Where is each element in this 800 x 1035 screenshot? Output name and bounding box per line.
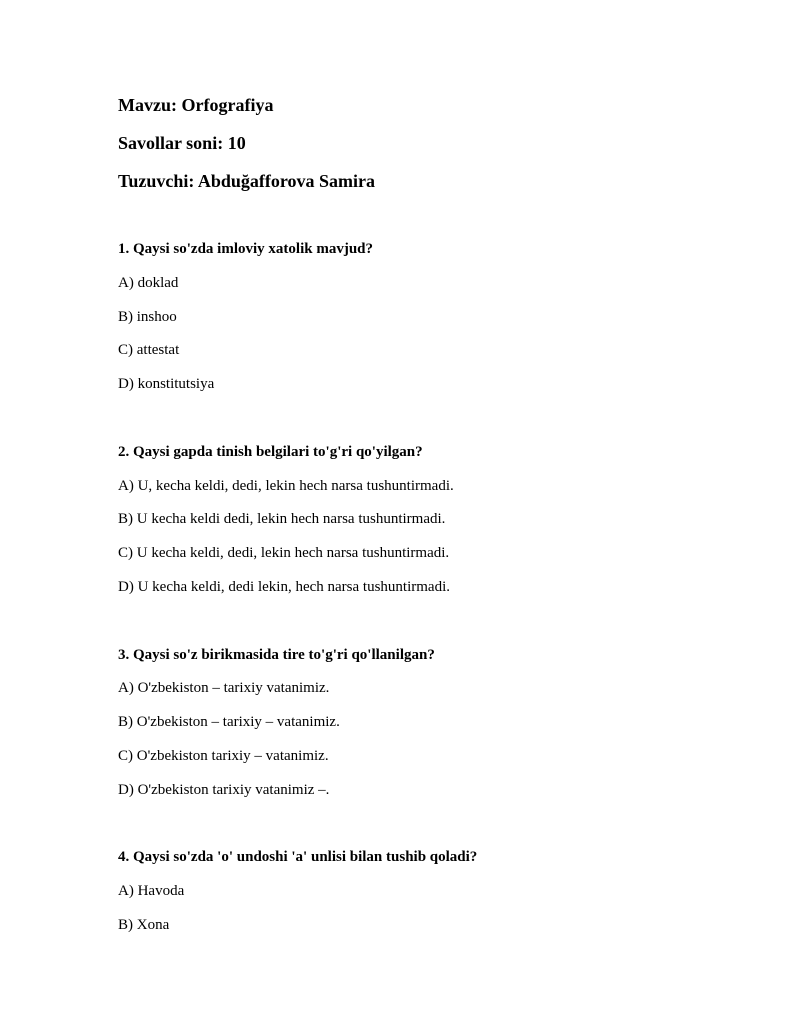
- question-2-option-c: C) U kecha keldi, dedi, lekin hech narsa tushuntirmadi.: [118, 545, 450, 561]
- author-heading: Tuzuvchi: Abduğafforova Samira: [118, 171, 376, 191]
- question-3-option-d: D) O'zbekiston tarixiy vatanimiz –.: [118, 782, 330, 798]
- question-4-option-a: A) Havoda: [118, 883, 185, 899]
- question-2-option-a: A) U, kecha keldi, dedi, lekin hech narsa tushuntirmadi.: [118, 478, 454, 494]
- question-4-option-b: B) Xona: [118, 917, 170, 933]
- question-3-option-a: A) O'zbekiston – tarixiy vatanimiz.: [118, 680, 330, 696]
- question-3-text: 3. Qaysi so'z birikmasida tire to'g'ri qo'llanilgan?: [118, 647, 435, 663]
- topic-heading: Mavzu: Orfografiya: [118, 95, 274, 115]
- question-1-text: 1. Qaysi so'zda imloviy xatolik mavjud?: [118, 241, 374, 257]
- question-2-option-b: B) U kecha keldi dedi, lekin hech narsa tushuntirmadi.: [118, 511, 446, 527]
- question-1-option-b: B) inshoo: [118, 309, 177, 325]
- question-1-option-d: D) konstitutsiya: [118, 376, 215, 392]
- question-1-option-a: A) doklad: [118, 275, 179, 291]
- question-4-text: 4. Qaysi so'zda 'o' undoshi 'a' unlisi bilan tushib qoladi?: [118, 849, 478, 865]
- question-3-option-b: B) O'zbekiston – tarixiy – vatanimiz.: [118, 714, 340, 730]
- question-3-option-c: C) O'zbekiston tarixiy – vatanimiz.: [118, 748, 329, 764]
- question-count-heading: Savollar soni: 10: [118, 133, 246, 153]
- question-1-option-c: C) attestat: [118, 342, 180, 358]
- question-2-option-d: D) U kecha keldi, dedi lekin, hech narsa tushuntirmadi.: [118, 579, 450, 595]
- question-2-text: 2. Qaysi gapda tinish belgilari to'g'ri qo'yilgan?: [118, 444, 423, 460]
